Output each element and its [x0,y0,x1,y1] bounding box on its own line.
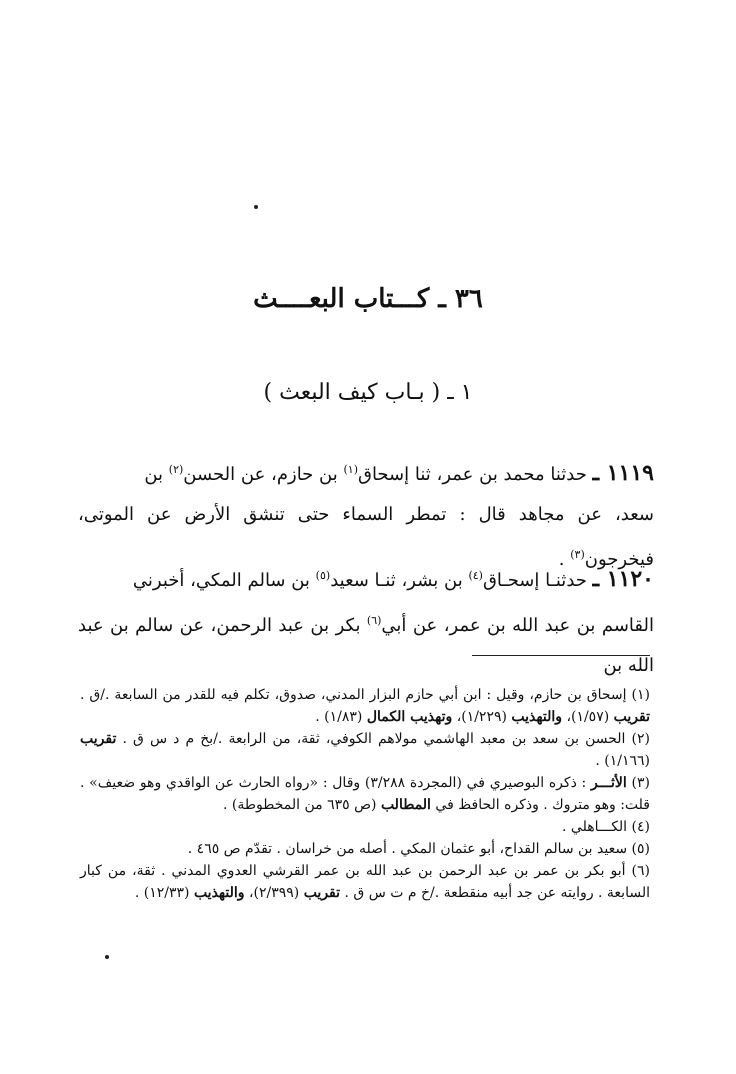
footnote-text: (٦) أبو بكر بن عمر بن عبد الرحمن بن عبد الله بن عمر القرشي العدوي المدني . ثقة، من كبار السابعة . روايته عن جد أبيه منقطعة ./خ م ت س ق . [80,863,650,901]
footnote-4 [80,816,650,838]
footnote-2 [80,728,650,772]
footnote-text: (ص ٦٣٥ من المخطوطة) . [223,797,377,813]
footnote-ref: (٤) [468,569,483,582]
footnote-source: والتهذيب [193,885,245,901]
footnote-5 [80,838,650,860]
decorative-dot [105,955,109,959]
decorative-dot [254,205,258,209]
footnote-1 [80,684,650,728]
hadith-text: بن حازم، عن الحسن [183,464,344,485]
hadith-line [78,601,654,686]
hadith-text: بن بشر، ثنـا سعيد [330,570,469,591]
section-title: ١ ـ ( بـاب كيف البعث ) [263,380,473,405]
footnote-text: (٣) [626,775,650,791]
footnote-source: تقريب [613,709,650,725]
footnote-text: (٢/٣٩٩)، [244,885,300,901]
footnote-source: وتهذيب الكمال [366,709,453,725]
footnote-text: (٤) الكـــاهلي . [562,819,650,835]
footnote-source: والتهذيب [511,709,562,725]
hadith-text: بكر بن عبد الرحمن، عن سالم بن عبد الله بن [78,615,654,676]
footnote-source: تقريب [303,885,341,901]
hadith-number: ١١٢٠ ـ [592,566,654,592]
chapter-title: ٣٦ ـ كـــتاب البعــــث [253,284,483,314]
footnote-6 [80,860,650,904]
footnote-ref: (٦) [366,614,382,627]
footnote-text: (١/٢٢٩)، [452,709,507,725]
footnote-source: الأثـــر [590,775,627,791]
footnote-text: : ذكره البوصيري في (المجردة ٣/٢٨٨) وقال : «رواه الحارث عن الواقدي وهو ضعيف» . قلت: وهو متروك . وذكره الحافظ في [80,775,650,813]
hadith-text: القاسم بن عبد الله بن عمر، عن أبي [381,615,654,636]
footnote-text: (١/٨٣) . [315,709,363,725]
footnote-ref: (٥) [315,569,331,582]
footnote-ref: (٣) [570,548,585,561]
footnote-ref: (٢) [168,463,184,476]
hadith-text: حدثنا محمد بن عمر، ثنا إسحاق [357,464,587,485]
footnote-text: (٢) الحسن بن سعد بن معبد الهاشمي مولاهم الكوفي، ثقة، من الرابعة ./بخ م د س ق . [122,731,650,747]
footnote-text: (٥) سعيد بن سالم القداح، أبو عثمان المكي . أصله من خراسان . تقدّم ص ٤٦٥ . [187,841,650,857]
footnote-source: تقريب [80,731,117,747]
footnote-ref: (١) [343,463,358,476]
hadith-text: . [558,549,571,570]
footnote-source: المطالب [380,797,431,813]
hadith-number: ١١١٩ ـ [592,460,654,486]
hadith-line [78,450,654,495]
hadith-line [78,556,654,601]
hadith-text: بن سالم المكي، أخبرني [132,570,316,591]
hadith-text: بن [144,464,169,485]
footnote-text: (١) إسحاق بن حازم، وقيل : ابن أبي حازم البزار المدني، صدوق، تكلم فيه للقدر من السابعة ./ق . [80,687,650,703]
footnote-separator [472,655,650,656]
footnote-3 [80,772,650,816]
footnote-text: (١/١٦٦) . [595,753,650,769]
hadith-text: سعد، عن مجاهد قال : تمطر السماء حتى تنشق الأرض عن الموتى، فيخرجون [78,504,654,570]
hadith-1120 [78,556,654,686]
hadith-text: حدثنـا إسحـاق [482,570,587,591]
footnote-text: (١٢/٣٣) . [134,885,190,901]
footnote-text: (١/٥٧)، [562,709,610,725]
footnotes [80,684,650,904]
